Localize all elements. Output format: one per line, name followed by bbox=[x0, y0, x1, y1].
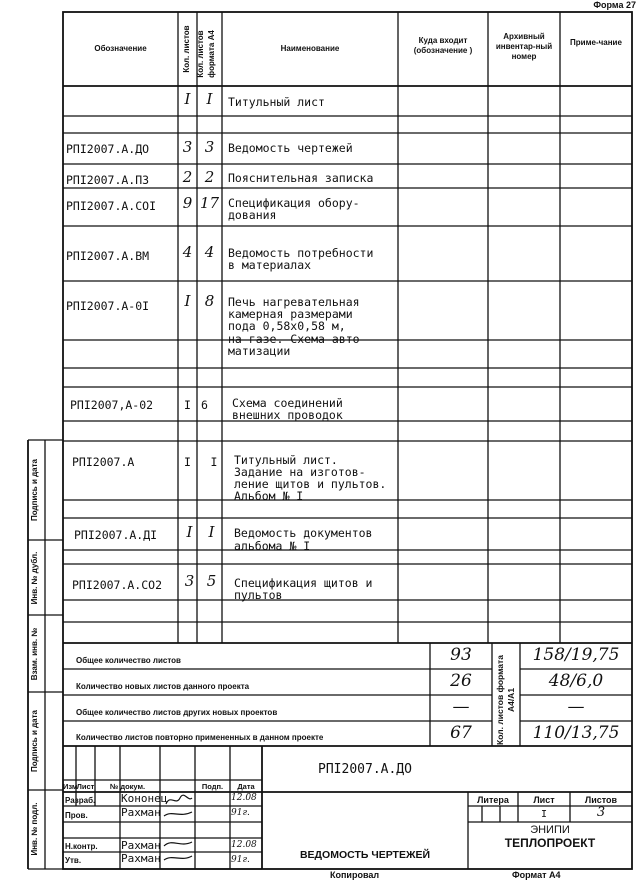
row-designation: РПI2007.А bbox=[72, 455, 135, 469]
row-name: Пояснительная записка bbox=[228, 171, 374, 185]
row-name: Ведомость чертежей bbox=[228, 141, 353, 155]
header-note: Приме-чание bbox=[570, 38, 622, 47]
total-value: 93 bbox=[450, 645, 472, 665]
row-designation: РПI2007.А.ДО bbox=[66, 142, 150, 156]
total-a4: 158/19,75 bbox=[532, 645, 620, 665]
row-sheets: 4 bbox=[182, 243, 193, 261]
total-value: 67 bbox=[450, 723, 472, 743]
total-label: Общее количество листов других новых проектов bbox=[76, 708, 278, 717]
row-sheets: 3 bbox=[184, 572, 195, 590]
row-name: альбома № I bbox=[234, 539, 311, 553]
row-name: дования bbox=[228, 208, 277, 222]
stamp-date: 12.08 bbox=[231, 793, 257, 803]
row-name: на газе. Схема авто- bbox=[228, 332, 367, 346]
stamp-role: Н.контр. bbox=[65, 842, 98, 851]
row-a4: 5 bbox=[206, 572, 217, 590]
row-a4: 4 bbox=[204, 243, 215, 261]
total-label: Количество листов повторно примененных в данном проекте bbox=[76, 733, 324, 742]
total-a4: 48/6,0 bbox=[548, 671, 604, 691]
row-designation: РПI2007.А.ВМ bbox=[66, 249, 150, 263]
header-archive: Архивный инвентар-ный номер bbox=[495, 32, 553, 61]
row-sheets: I bbox=[186, 523, 193, 541]
row-name: камерная размерами bbox=[228, 307, 353, 321]
stamp-sheets-value: 3 bbox=[596, 805, 606, 820]
row-name: Титульный лист. bbox=[234, 453, 338, 467]
row-name: в материалах bbox=[228, 258, 312, 272]
stamp-role: Разраб. bbox=[65, 796, 96, 805]
side-label-sign-date-1: Подпись и дата bbox=[30, 459, 39, 521]
footer-format: Формат А4 bbox=[512, 870, 561, 880]
row-a4: 2 bbox=[204, 168, 215, 186]
row-sheets: 2 bbox=[182, 168, 193, 186]
header-where-used: Куда входит (обозначение ) bbox=[413, 36, 473, 55]
stamp-col-date: Дата bbox=[237, 782, 255, 791]
stamp-person: Рахман bbox=[121, 839, 161, 852]
org-name-1: ЭНИПИ bbox=[530, 824, 570, 836]
total-a4: 110/13,75 bbox=[532, 723, 620, 743]
side-label-inv-podl: Инв. № подл. bbox=[30, 802, 39, 856]
total-value: 26 bbox=[450, 671, 472, 691]
row-sheets: I bbox=[184, 398, 191, 412]
row-a4: 17 bbox=[199, 194, 220, 212]
row-name: Титульный лист bbox=[228, 95, 325, 109]
total-label: Общее количество листов bbox=[76, 656, 181, 665]
row-name: Печь нагревательная bbox=[228, 295, 360, 309]
header-name: Наименование bbox=[280, 44, 340, 53]
stamp-sheet-value: I bbox=[540, 809, 548, 820]
stamp-sheet: Лист bbox=[533, 795, 555, 805]
org-name-2: ТЕПЛОПРОЕКТ bbox=[504, 836, 596, 850]
stamp-role: Пров. bbox=[65, 811, 88, 820]
row-designation: РПI2007.А-0I bbox=[66, 299, 150, 313]
row-name: пультов bbox=[234, 588, 283, 602]
row-sheets: I bbox=[184, 90, 191, 108]
row-a4: I bbox=[210, 455, 218, 469]
document-title: ВЕДОМОСТЬ ЧЕРТЕЖЕЙ bbox=[299, 849, 431, 861]
row-a4: 8 bbox=[204, 292, 215, 310]
document-code: РПI2007.А.ДО bbox=[318, 762, 412, 777]
row-name: внешних проводок bbox=[232, 408, 343, 422]
stamp-person: Рахман bbox=[121, 852, 161, 865]
signatures bbox=[160, 792, 196, 869]
total-label: Количество новых листов данного проекта bbox=[76, 682, 250, 691]
total-a4: — bbox=[567, 697, 585, 717]
stamp-date: 12.08 bbox=[231, 840, 257, 850]
row-a4: I bbox=[206, 90, 213, 108]
row-name: Спецификация щитов и bbox=[234, 576, 373, 590]
row-name: ление щитов и пультов. bbox=[234, 477, 387, 491]
side-label-sign-date-2: Подпись и дата bbox=[30, 710, 39, 772]
stamp-litera: Литера bbox=[477, 795, 509, 805]
row-name: Спецификация обору- bbox=[228, 196, 360, 210]
row-name: Схема соединений bbox=[232, 396, 343, 410]
stamp-col-izm: Изм bbox=[63, 782, 78, 791]
row-name: пода 0,58х0,58 м, bbox=[228, 319, 346, 333]
footer-copied: Копировал bbox=[330, 870, 380, 880]
row-sheets: 3 bbox=[182, 138, 193, 156]
header-designation: Обозначение bbox=[94, 44, 147, 53]
stamp-col-list: Лист bbox=[76, 782, 95, 791]
stamp-person: Кононец bbox=[121, 792, 168, 805]
stamp-date: 91г. bbox=[231, 808, 250, 818]
side-label-inv-dubl: Инв. № дубл. bbox=[30, 551, 39, 605]
side-label-vzam-inv: Взам. инв. № bbox=[30, 627, 39, 681]
stamp-role: Утв. bbox=[65, 856, 82, 865]
row-sheets: 9 bbox=[182, 194, 193, 212]
stamp-col-doc: № докум. bbox=[109, 782, 146, 791]
stamp-sheets: Листов bbox=[584, 795, 618, 805]
stamp-date: 91г. bbox=[231, 855, 250, 865]
row-designation: РПI2007,А-02 bbox=[70, 398, 154, 412]
header-sheets: Кол. листов bbox=[182, 25, 191, 73]
total-value: — bbox=[452, 697, 470, 717]
row-name: матизации bbox=[228, 344, 291, 358]
row-a4: 6 bbox=[201, 398, 208, 412]
row-designation: РПI2007.А.ПЗ bbox=[66, 173, 150, 187]
header-sheets-a4: Кол. листов формата А4 bbox=[196, 30, 216, 78]
stamp-col-sign: Подп. bbox=[201, 782, 224, 791]
row-name: Альбом № I bbox=[234, 489, 304, 503]
row-name: Ведомость документов bbox=[234, 526, 373, 540]
row-a4: I bbox=[208, 523, 215, 541]
row-designation: РПI2007.А.COI bbox=[66, 199, 157, 213]
form-number: Форма 27 bbox=[593, 0, 636, 10]
row-sheets: I bbox=[184, 292, 191, 310]
stamp-person: Рахман bbox=[121, 806, 161, 819]
row-designation: РПI2007.А.СО2 bbox=[72, 578, 163, 592]
row-name: Ведомость потребности bbox=[228, 246, 374, 260]
row-designation: РПI2007.А.ДI bbox=[74, 528, 158, 542]
row-name: Задание на изготов- bbox=[234, 465, 366, 479]
format-a4-a1-label: Кол. листов формата А4/А1 bbox=[495, 655, 516, 745]
row-a4: 3 bbox=[204, 138, 215, 156]
row-sheets: I bbox=[184, 455, 191, 469]
